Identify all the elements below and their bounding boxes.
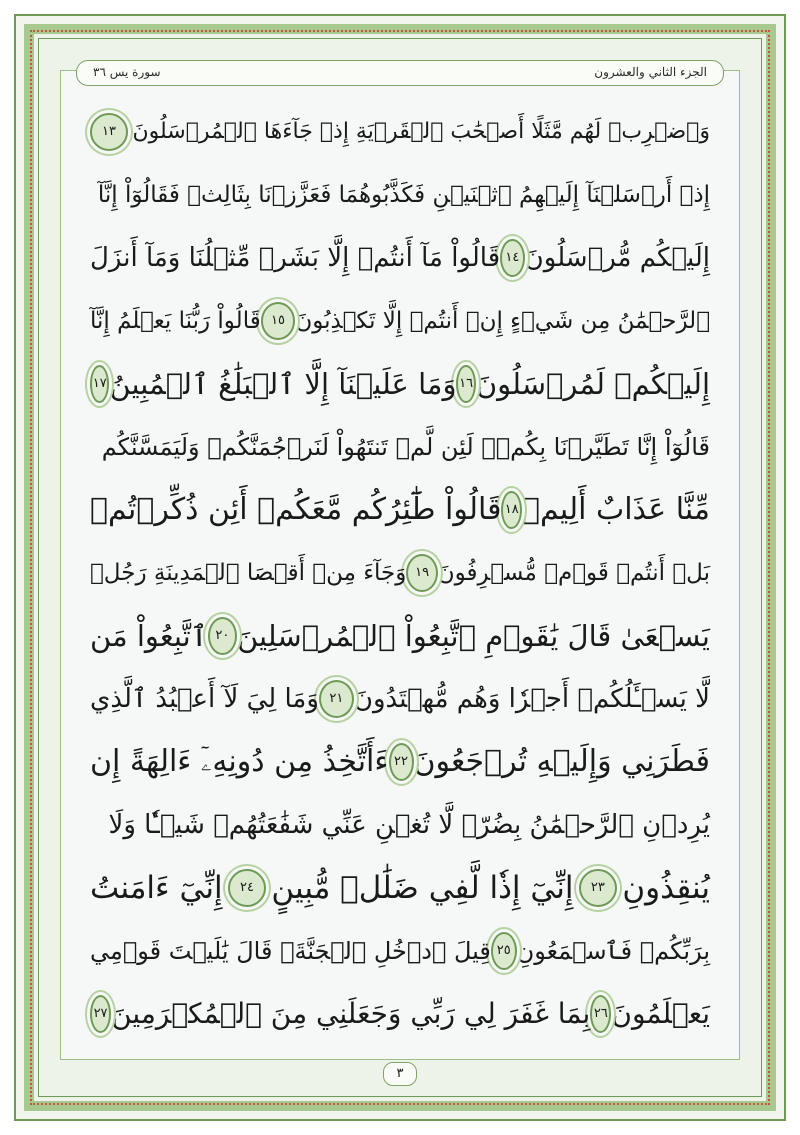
text-line	[90, 100, 710, 163]
line-text: قَالُوٓاْ إِنَّا تَطَيَّرۡنَا بِكُمۡۖ لَئِن لَّمۡ تَنتَهُواْ لَنَرۡجُمَنَّكُمۡ وَلَيَمَسَّنَّكُم	[101, 432, 710, 461]
line-text: قِيلَ ٱدۡخُلِ ٱلۡجَنَّةَۖ قَالَ يَٰلَيۡتَ قَوۡمِي	[90, 936, 491, 965]
verse-marker: ١٦	[456, 365, 475, 403]
line-text: يُرِدۡنِ ٱلرَّحۡمَٰنُ بِضُرّٖ لَّا تُغۡنِ عَنِّي شَفَٰعَتُهُمۡ شَيۡـٔٗا وَلَا	[108, 809, 710, 840]
text-line	[90, 478, 710, 541]
line-text: لَّا يَسۡـَٔلُكُمۡ أَجۡرٗا وَهُم مُّهۡتَدُونَ	[353, 683, 710, 714]
text-line	[90, 919, 710, 982]
line-text: يَعۡلَمُونَ	[611, 997, 710, 1030]
text-line	[90, 730, 710, 793]
text-line	[90, 226, 710, 289]
juz-label: الجزء الثاني والعشرون	[594, 65, 707, 79]
line-text: يُنقِذُونِ	[622, 869, 710, 906]
surah-label: سورة يس ٣٦	[93, 65, 161, 79]
line-text: فَطَرَنِي وَإِلَيۡهِ تُرۡجَعُونَ	[413, 744, 710, 779]
verse-marker: ١٧	[90, 365, 109, 403]
text-line	[90, 415, 710, 478]
verse-marker: ٢٣	[579, 869, 617, 907]
verse-marker: ٢٥	[491, 932, 517, 970]
line-text: إِلَيۡكُمۡ لَمُرۡسَلُونَ	[475, 366, 710, 401]
verse-marker: ٢٠	[208, 617, 237, 655]
page-header	[76, 60, 724, 86]
text-line	[90, 163, 710, 226]
verse-marker: ١٤	[500, 239, 525, 277]
verse-marker: ٢٤	[228, 869, 266, 907]
line-text: قَالُواْ طَٰٓئِرُكُم مَّعَكُمۡ أَئِن ذُكِّرۡتُمۚ	[90, 492, 502, 527]
text-line	[90, 352, 710, 415]
line-text: بَلۡ أَنتُمۡ قَوۡمٞ مُّسۡرِفُونَ	[437, 559, 710, 586]
line-text: بِمَا غَفَرَ لِي رَبِّي وَجَعَلَنِي مِنَ ٱلۡمُكۡرَمِينَ	[111, 997, 591, 1030]
text-line	[90, 604, 710, 667]
line-text: قَالُواْ رَبُّنَا يَعۡلَمُ إِنَّآ	[90, 307, 261, 334]
verse-marker: ١٨	[501, 491, 521, 529]
line-text: ءَأَتَّخِذُ مِن دُونِهِۦٓ ءَالِهَةً إِن	[90, 744, 389, 779]
line-text: إِنِّيٓ إِذٗا لَّفِي ضَلَٰلٖ مُّبِينٍ	[271, 869, 574, 906]
page-number: ٣	[383, 1062, 417, 1086]
verse-marker: ١٩	[406, 554, 437, 592]
line-text: ٱتَّبِعُواْ مَن	[90, 618, 208, 653]
text-line	[90, 541, 710, 604]
verse-marker: ٢٦	[590, 995, 611, 1033]
line-text: بِرَبِّكُمۡ فَٱسۡمَعُونِ	[516, 936, 710, 965]
text-line	[90, 793, 710, 856]
text-line	[90, 289, 710, 352]
text-line	[90, 856, 710, 919]
line-text: مِّنَّا عَذَابٌ أَلِيمٞ	[521, 492, 710, 527]
line-text: وَمَا عَلَيۡنَآ إِلَّا ٱلۡبَلَٰغُ ٱلۡمُبِينُ	[109, 366, 457, 401]
line-text: إِلَيۡكُم مُّرۡسَلُونَ	[524, 242, 710, 273]
verse-lines	[90, 100, 710, 1030]
line-text: إِنِّيٓ ءَامَنتُ	[90, 869, 223, 906]
line-text: وَٱضۡرِبۡ لَهُم مَّثَلًا أَصۡحَٰبَ ٱلۡقَرۡيَةِ إِذۡ جَآءَهَا ٱلۡمُرۡسَلُونَ	[132, 119, 710, 144]
line-text: يَسۡعَىٰ قَالَ يَٰقَوۡمِ ٱتَّبِعُواْ ٱلۡمُرۡسَلِينَ	[236, 618, 710, 653]
verse-marker: ١٥	[261, 302, 296, 340]
verse-marker: ٢١	[319, 680, 354, 718]
line-text: وَمَا لِيَ لَآ أَعۡبُدُ ٱلَّذِي	[90, 683, 319, 714]
text-line	[90, 667, 710, 730]
line-text: وَجَآءَ مِنۡ أَقۡصَا ٱلۡمَدِينَةِ رَجُلٞ	[90, 559, 407, 586]
verse-marker: ٢٧	[90, 995, 111, 1033]
line-text: إِذۡ أَرۡسَلۡنَآ إِلَيۡهِمُ ٱثۡنَيۡنِ فَكَذَّبُوهُمَا فَعَزَّزۡنَا بِثَالِثٖ فَقَالُوٓاْ إِنَّآ	[97, 181, 710, 208]
verse-marker: ١٣	[90, 113, 128, 151]
verse-marker: ٢٢	[389, 743, 414, 781]
line-text: قَالُواْ مَآ أَنتُمۡ إِلَّا بَشَرٞ مِّثۡلُنَا وَمَآ أَنزَلَ	[90, 242, 501, 273]
line-text: ٱلرَّحۡمَٰنُ مِن شَيۡءٍ إِنۡ أَنتُمۡ إِلَّا تَكۡذِبُونَ	[295, 307, 710, 334]
text-line	[90, 982, 710, 1045]
